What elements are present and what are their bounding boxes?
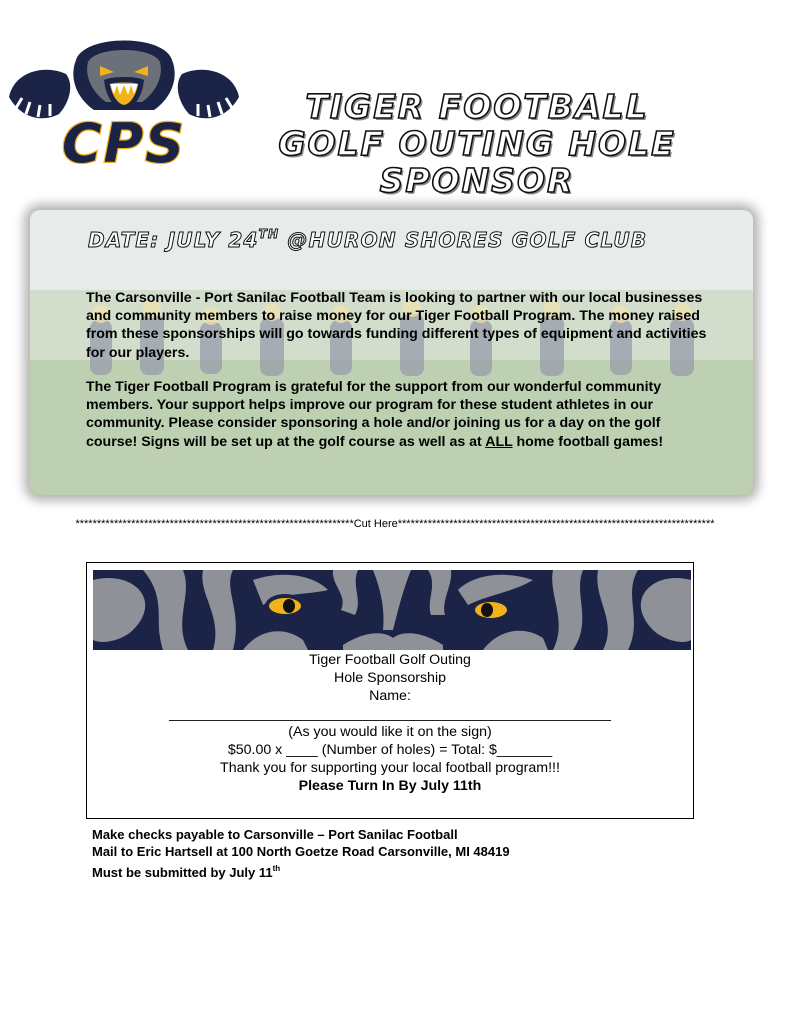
holes-total-field[interactable]: $50.00 x ____ (Number of holes) = Total: $_______ xyxy=(227,742,553,758)
cut-here-divider: *****************************************************************Cut Here************************************************************************** xyxy=(75,518,715,530)
event-date-location xyxy=(88,227,708,252)
name-label: Name: xyxy=(369,688,411,704)
support-text-end: home football games! xyxy=(512,433,664,450)
name-field[interactable]: ________________________________________________________ xyxy=(169,706,611,722)
event-location: @HURON SHORES GOLF CLUB xyxy=(279,228,648,252)
submission-deadline xyxy=(92,860,692,881)
promo-panel xyxy=(30,210,753,495)
support-text: The Tiger Football Program is grateful for the support from our wonderful community members. Your support helps improve our program for these student athletes in our community. Please consider sponsoring a hole and/or joining us for a day on the golf course! Signs will be set up at the golf course as well as at xyxy=(86,379,662,450)
intro-paragraph: The Carsonville - Port Sanilac Football Team is looking to partner with our local businesses and community members to raise money for our Tiger Football Program. The money raised from these sponsorships will go towards funding different types of equipment and activities for our players. xyxy=(86,290,707,361)
name-field-hint: (As you would like it on the sign) xyxy=(288,724,492,740)
deadline-date: Must be submitted by July 11 xyxy=(92,865,273,880)
logo-text: CPS xyxy=(61,112,187,175)
payable-info: Make checks payable to Carsonville – Port Sanilac Football xyxy=(92,827,458,842)
emphasis-all: ALL xyxy=(485,433,513,450)
form-heading: Tiger Football Golf Outing xyxy=(309,652,471,668)
title-line: GOLF OUTING HOLE xyxy=(278,124,676,163)
thank-you-text: Thank you for supporting your local football program!!! xyxy=(220,760,560,776)
panther-icon xyxy=(9,41,239,119)
deadline-text: Please Turn In By July 11th xyxy=(298,778,482,794)
date-ordinal: TH xyxy=(258,227,280,241)
page-title xyxy=(262,88,692,199)
sponsorship-form xyxy=(86,562,694,819)
form-subheading: Hole Sponsorship xyxy=(334,670,446,686)
title-line: TIGER FOOTBALL xyxy=(305,87,649,126)
mailing-address: Mail to Eric Hartsell at 100 North Goetze Road Carsonville, MI 48419 xyxy=(92,844,510,859)
support-paragraph xyxy=(86,378,711,451)
tiger-eyes-banner xyxy=(93,570,691,650)
title-line: SPONSOR xyxy=(379,161,575,200)
cps-panther-logo xyxy=(4,22,244,177)
event-date: DATE: JULY 24 xyxy=(88,228,259,252)
deadline-ordinal: th xyxy=(272,864,281,873)
